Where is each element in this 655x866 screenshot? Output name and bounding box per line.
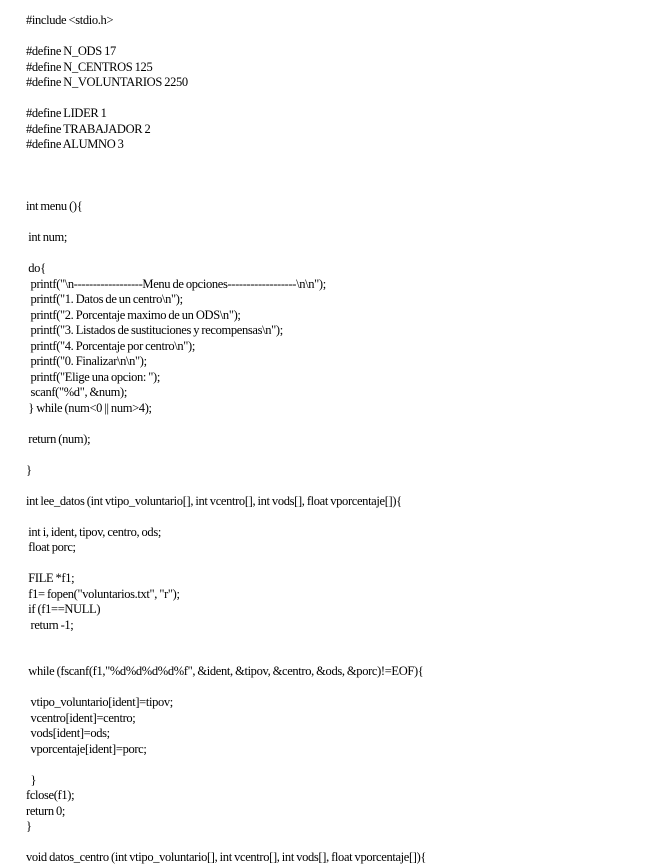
code-line: int lee_datos (int vtipo_voluntario[], int vcentro[], int vods[], float vporcentaje[]){	[26, 493, 402, 508]
code-line: int menu (){	[26, 199, 83, 213]
code-line	[26, 633, 646, 649]
code-line	[26, 478, 646, 494]
code-line: #include <stdio.h>	[26, 13, 114, 27]
code-line: }	[26, 772, 37, 787]
code-line: vtipo_voluntario[ident]=tipov;	[26, 695, 173, 709]
code-line: int num;	[26, 230, 67, 244]
code-line	[26, 447, 646, 463]
code-line: return (num);	[26, 431, 91, 446]
code-line	[26, 556, 646, 572]
code-line: #define N_VOLUNTARIOS 2250	[26, 75, 188, 89]
code-line	[26, 91, 646, 107]
code-line: printf("Elige una opcion: ");	[26, 369, 160, 384]
code-line: int i, ident, tipov, centro, ods;	[26, 524, 161, 539]
code-line: f1= fopen("voluntarios.txt", "r");	[26, 586, 180, 601]
code-line: FILE *f1;	[26, 571, 75, 585]
code-line	[26, 153, 646, 169]
code-line: return 0;	[26, 803, 66, 818]
code-line: } while (num<0 || num>4);	[26, 400, 152, 415]
code-line: vods[ident]=ods;	[26, 726, 110, 740]
code-line: fclose(f1);	[26, 788, 75, 802]
code-line: }	[26, 819, 32, 833]
code-line	[26, 168, 646, 184]
code-line: float porc;	[26, 540, 76, 554]
code-line: printf("1. Datos de un centro\n");	[26, 292, 183, 306]
code-line	[26, 416, 646, 432]
code-line: #define N_CENTROS 125	[26, 59, 153, 74]
code-line: #define LIDER 1	[26, 106, 107, 120]
code-line: void datos_centro (int vtipo_voluntario[], int vcentro[], int vods[], float vporcentaje[]){	[26, 850, 427, 864]
code-line	[26, 29, 646, 45]
code-line	[26, 184, 646, 200]
code-document	[26, 13, 646, 866]
code-line: printf("3. Listados de sustituciones y recompensas\n");	[26, 323, 283, 337]
code-line: if (f1==NULL)	[26, 602, 101, 616]
code-line: }	[26, 462, 32, 477]
code-line: printf("2. Porcentaje maximo de un ODS\n");	[26, 307, 241, 322]
code-line: do{	[26, 261, 46, 275]
code-line: printf("\n------------------Menu de opciones------------------\n\n");	[26, 276, 326, 291]
code-line: return -1;	[26, 617, 74, 632]
code-line	[26, 509, 646, 525]
code-line: #define N_ODS 17	[26, 44, 116, 58]
code-line: vcentro[ident]=centro;	[26, 710, 136, 725]
code-line	[26, 649, 646, 665]
code-line: #define ALUMNO 3	[26, 137, 124, 151]
code-line: scanf("%d", &num);	[26, 385, 127, 399]
code-line	[26, 680, 646, 696]
code-line: #define TRABAJADOR 2	[26, 121, 151, 136]
code-line	[26, 246, 646, 262]
code-line: vporcentaje[ident]=porc;	[26, 741, 147, 756]
code-line	[26, 757, 646, 773]
code-line: printf("4. Porcentaje por centro\n");	[26, 338, 195, 353]
code-line: printf("0. Finalizar\n\n");	[26, 354, 147, 368]
code-line	[26, 215, 646, 231]
code-line: while (fscanf(f1,"%d%d%d%d%f", &ident, &tipov, &centro, &ods, &porc)!=EOF){	[26, 664, 424, 678]
